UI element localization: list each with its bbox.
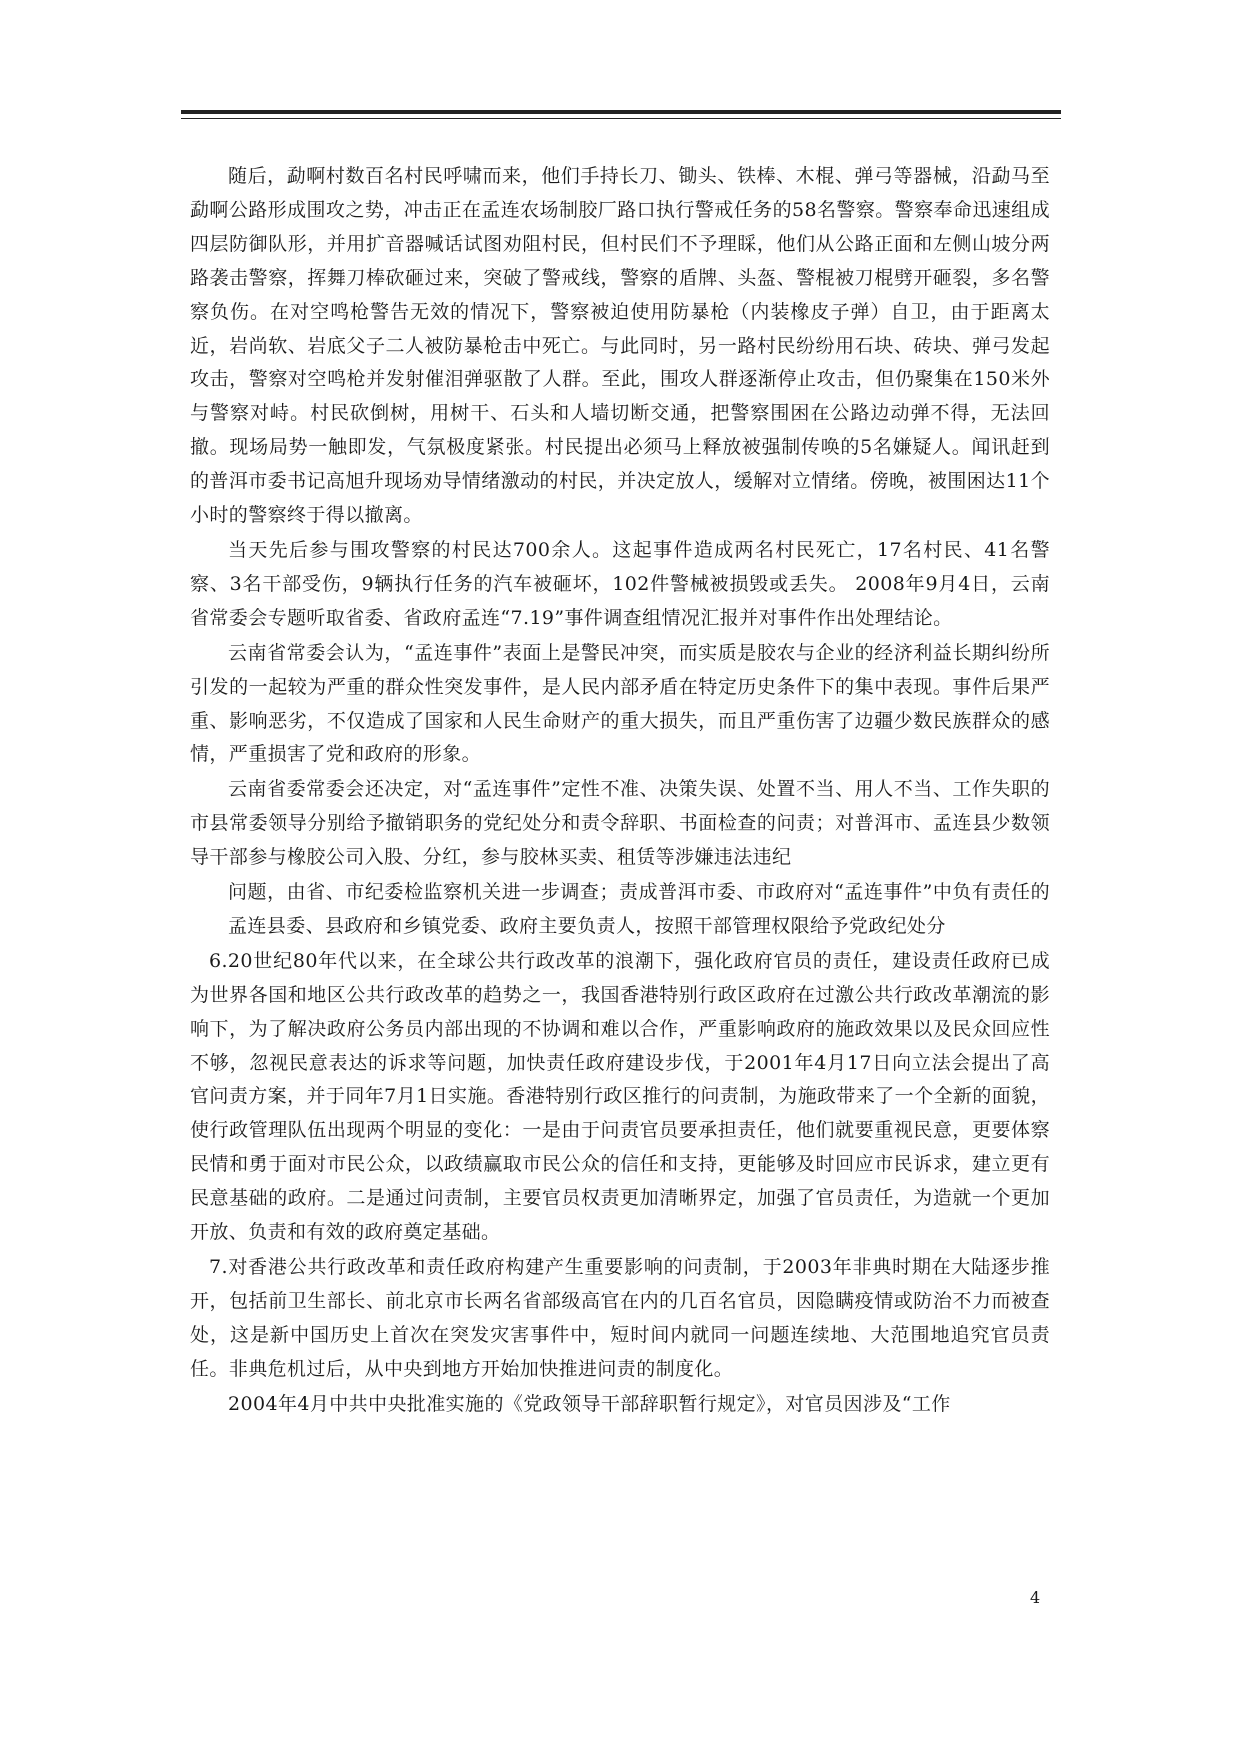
paragraph-3: 云南省常委会认为，“孟连事件”表面上是警民冲突，而实质是胶农与企业的经济利益长期纠纷所引发的一起较为严重的群众性突发事件，是人民内部矛盾在特定历史条件下的集中表现。事件后果严重、影响恶劣，不仅造成了国家和人民生命财产的重大损失，而且严重伤害了边疆少数民族群众的感情，严重损害了党和政府的形象。 xyxy=(190,641,1050,766)
paragraph-1: 随后，勐啊村数百名村民呼啸而来，他们手持长刀、锄头、铁棒、木棍、弹弓等器械，沿勐马至勐啊公路形成围攻之势，冲击正在孟连农场制胶厂路口执行警戒任务的58名警察。警察奉命迅速组成四层防御队形，并用扩音器喊话试图劝阻村民，但村民们不予理睬，他们从公路正面和左侧山坡分两路袭击警察，挥舞刀棒砍砸过来，突破了警戒线，警察的盾牌、头盔、警棍被刀棍劈开砸裂，多名警察负伤。在对空鸣枪警告无效的情况下，警察被迫使用防暴枪（内装橡皮子弹）自卫，由于距离太近，岩尚软、岩底父子二人被防暴枪击中死亡。与此同时，另一路村民纷纷用石块、砖块、弹弓发起攻击，警察对空鸣枪并发射催泪弹驱散了人群。至此，围攻人群逐渐停止攻击，但仍聚集在150米外与警察对峙。村民砍倒树，用树干、石头和人墙切断交通，把警察围困在公路边动弹不得，无法回撤。现场局势一触即发，气氛极度紧张。村民提出必须马上释放被强制传唤的5名嫌疑人。闻讯赶到的普洱市委书记高旭升现场劝导情绪激动的村民，并决定放人，缓解对立情绪。傍晚，被围困达11个小时的警察终于得以撤离。 xyxy=(190,165,1050,527)
paragraph-5: 问题，由省、市纪委检监察机关进一步调查；责成普洱市委、市政府对“孟连事件”中负有责任的孟连县委、县政府和乡镇党委、政府主要负责人，按照干部管理权限给予党政纪处分 xyxy=(228,881,1050,937)
page-number: 4 xyxy=(1030,1588,1041,1607)
header-rule-thin xyxy=(181,118,1061,119)
paragraph-4: 云南省委常委会还决定，对“孟连事件”定性不准、决策失误、处置不当、用人不当、工作失职的市县常委领导分别给予撤销职务的党纪处分和责令辞职、书面检查的问责；对普洱市、孟连县少数领导干部参与橡胶公司入股、分红，参与胶林买卖、租赁等涉嫌违法违纪 xyxy=(190,778,1050,869)
paragraph-6: 6.20世纪80年代以来，在全球公共行政改革的浪潮下，强化政府官员的责任，建设责任政府已成为世界各国和地区公共行政改革的趋势之一，我国香港特别行政区政府在过激公共行政改革潮流的影响下，为了解决政府公务员内部出现的不协调和难以合作，严重影响政府的施政效果以及民众回应性不够，忽视民意表达的诉求等问题，加快责任政府建设步伐，于2001年4月17日向立法会提出了高官问责方案，并于同年7月1日实施。香港特别行政区推行的问责制，为施政带来了一个全新的面貌，使行政管理队伍出现两个明显的变化：一是由于问责官员要承担责任，他们就要重视民意，更要体察民情和勇于面对市民公众，以政绩赢取市民公众的信任和支持，更能够及时回应市民诉求，建立更有民意基础的政府。二是通过问责制，主要官员权责更加清晰界定，加强了官员责任，为造就一个更加开放、负责和有效的政府奠定基础。 xyxy=(190,949,1050,1244)
header-rule-thick xyxy=(181,110,1061,114)
paragraph-2: 当天先后参与围攻警察的村民达700余人。这起事件造成两名村民死亡，17名村民、41名警察、3名干部受伤，9辆执行任务的汽车被砸坏，102件警械被损毁或丢失。 2008年9月4日，云南省常委会专题听取省委、省政府孟连“7.19”事件调查组情况汇报并对事件作出处理结论。 xyxy=(190,538,1050,629)
document-body xyxy=(190,160,1050,1423)
paragraph-7: 7.对香港公共行政改革和责任政府构建产生重要影响的问责制，于2003年非典时期在大陆逐步推开，包括前卫生部长、前北京市长两名省部级高官在内的几百名官员，因隐瞒疫情或防治不力而被查处，这是新中国历史上首次在突发灾害事件中，短时间内就同一问题连续地、大范围地追究官员责任。非典危机过后，从中央到地方开始加快推进问责的制度化。 xyxy=(190,1256,1050,1380)
paragraph-8: 2004年4月中共中央批准实施的《党政领导干部辞职暂行规定》，对官员因涉及“工作 xyxy=(228,1392,951,1415)
